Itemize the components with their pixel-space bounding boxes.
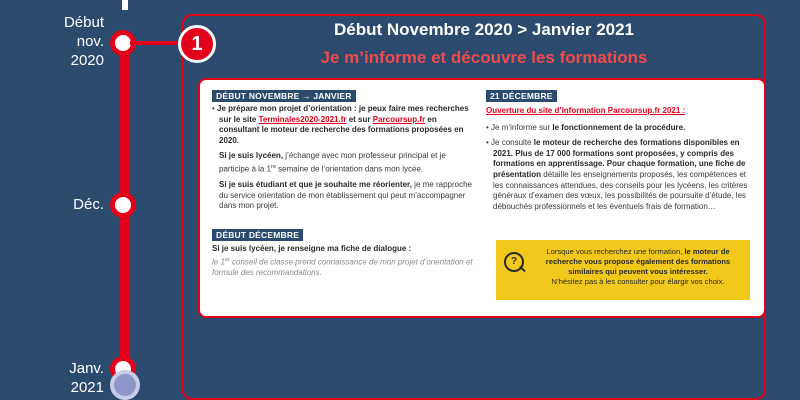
- timeline-node-next: [110, 370, 140, 400]
- step-subtitle: Je m’informe et découvre les formations: [320, 48, 648, 67]
- date-jan-line1: Janv.: [69, 360, 104, 377]
- left-column-section1: [212, 104, 474, 217]
- timeline-node-dec: [110, 192, 136, 218]
- para-lyceen: Si je suis lycéen, j’échange avec mon professeur principal et je participe à la 1re semaine de l’orientation dans mon lycée.: [219, 151, 446, 174]
- tag-21-dec: 21 DÉCEMBRE: [486, 90, 557, 102]
- date-jan-2021: [40, 359, 104, 397]
- date-start-line3: 2020: [70, 52, 104, 69]
- tag-dec: DÉBUT DÉCEMBRE: [212, 229, 303, 241]
- date-start-nov-2020: [40, 13, 104, 70]
- tip-box: [496, 240, 750, 300]
- date-jan-line2: 2021: [70, 379, 104, 396]
- para-fiche-dialogue: Si je suis lycéen, je renseigne ma fiche de dialogue :: [212, 244, 412, 253]
- date-dec: Déc.: [73, 196, 104, 213]
- date-start-line1: Début: [63, 14, 104, 31]
- ouverture-link[interactable]: Ouverture du site d’information Parcoursup.fr 2021 :: [486, 106, 686, 115]
- link-ouverture-parcoursup: [486, 106, 752, 117]
- bullet-moteur-recherche: • Je consulte le moteur de recherche des formations disponibles en 2021. Plus de 17 000 formations sont proposées, y compris des formations en apprentissage. Pour chaque formation, une fiche de présentation détaille les enseignements proposés, les compétences et les connaissances attendues, des conseils pour les lycéens, les critères généraux d’examen des vœux, les possibilités de poursuite d’étude, les débouchés professionnels et les éventuels frais de formation…: [486, 138, 748, 211]
- para-conseil-classe: le 1er conseil de classe prend connaissance de mon projet d’orientation et formule des recommandations.: [212, 256, 473, 277]
- bullet-prepare-project: • Je prépare mon projet d’orientation : je peux faire mes recherches sur le site Terminales2020-2021.fr et sur Parcoursup.fr en consultant le moteur de recherche des formations proposées en 2020.: [212, 104, 469, 145]
- step-connector: [130, 41, 180, 45]
- link-terminales[interactable]: Terminales2020-2021.fr: [258, 114, 347, 124]
- date-start-line2: nov.: [76, 33, 104, 50]
- timeline-top-line: [122, 0, 128, 10]
- right-column: [486, 106, 752, 217]
- search-question-icon: ?: [504, 252, 524, 272]
- link-parcoursup[interactable]: Parcoursup.fr: [372, 114, 426, 124]
- para-etudiant: Si je suis étudiant et que je souhaite me réorienter, je me rapproche du service orientation de mon établissement qui peut m’accompagner dans mon projet.: [219, 180, 472, 211]
- left-column-section2: [212, 244, 474, 283]
- bullet-fonctionnement: • Je m’informe sur le fonctionnement de la procédure.: [486, 122, 686, 132]
- step-number-badge: 1: [178, 25, 216, 63]
- step-title: Début Novembre 2020 > Janvier 2021: [333, 20, 635, 39]
- tag-nov-jan: DÉBUT NOVEMBRE → JANVIER: [212, 90, 356, 102]
- tip-text: Lorsque vous recherchez une formation, le moteur de recherche vous propose également des formations similaires qui peuvent vous intéresser. N’hésitez pas à les consulter pour élargir vos choix.: [545, 247, 731, 286]
